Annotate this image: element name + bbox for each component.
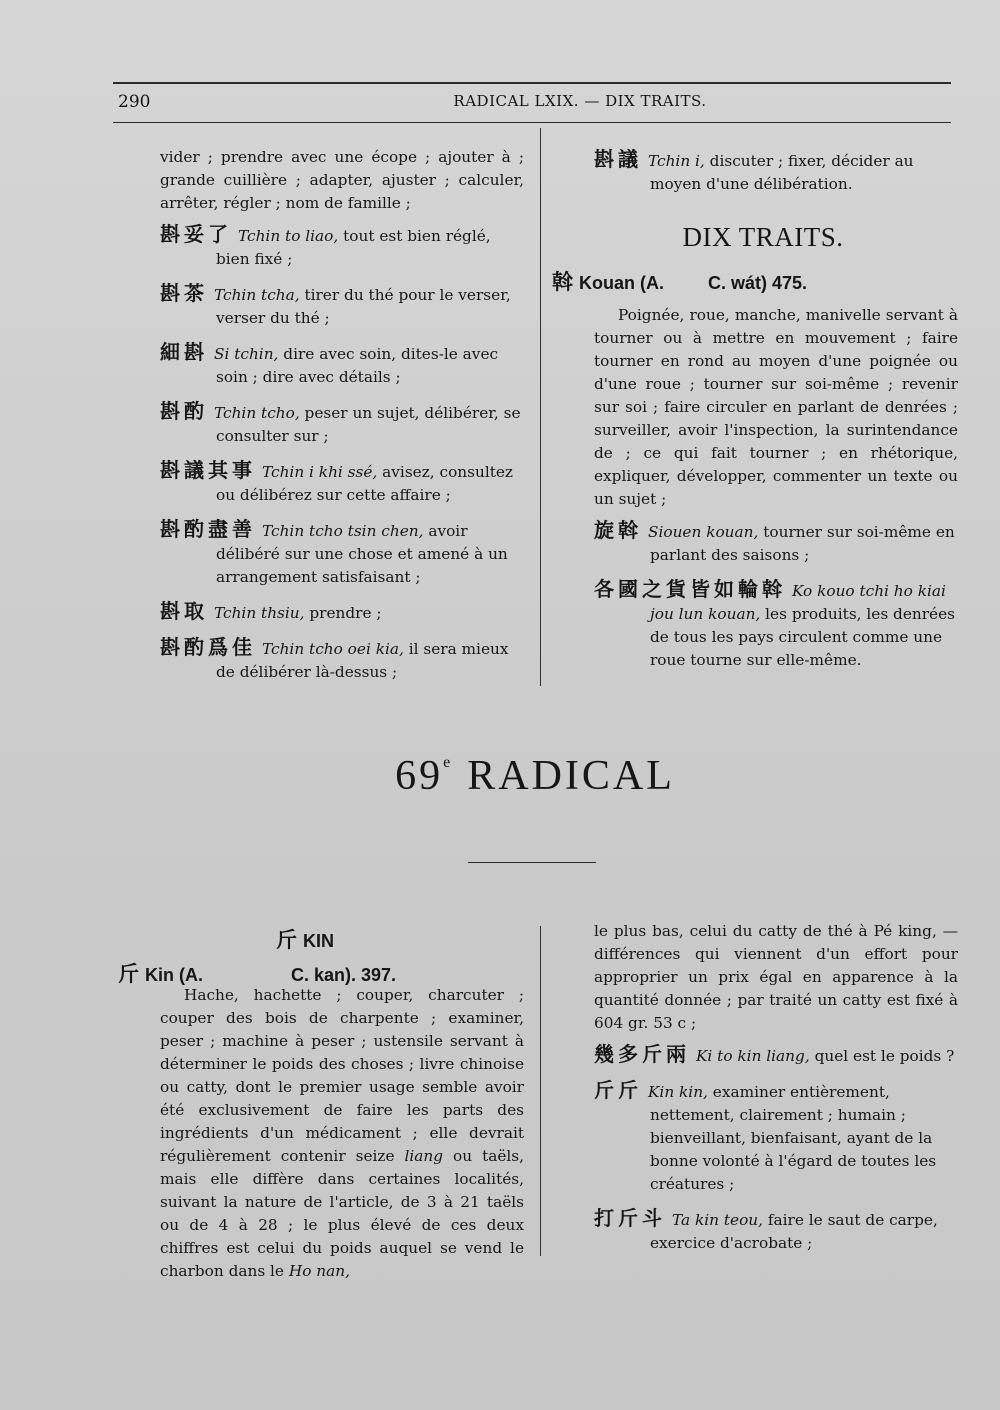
headword-kouan (552, 266, 952, 296)
dictionary-entry (594, 1207, 958, 1255)
definition-paragraph: Poignée, roue, manche, manivelle servant à tourner ou à mettre en mouvement ; faire tourner en rond au moyen d'une poignée ou d'une roue ; tourner sur soi-même ; revenir sur soi ; faire circuler en parlant de denrées ; surveiller, avoir l'inspection, la surintendance de ; ce qui fait tourner ; en rhétorique, expliquer, développer, commenter un texte ou un sujet ; (594, 306, 958, 508)
chinese-characters: 斟酌 (160, 399, 208, 423)
definition: tout est bien réglé, bien fixé ; (216, 227, 491, 268)
chinese-characters: 斤斤 (594, 1078, 642, 1102)
continuation-text: le plus bas, celui du catty de thé à Pé king, — différences qui viennent d'un effort pour approprier un prix égal en apparence à la quantité donnée ; par traité un catty est fixé à 604 gr. 53 c ; (594, 922, 958, 1032)
headword-cantonese: C. wát) 475. (708, 273, 808, 293)
definition: quel est le poids ? (809, 1047, 955, 1065)
chinese-characters: 細斟 (160, 340, 208, 364)
left-top-column (160, 146, 524, 684)
definition: examiner entièrement, nettement, clairement ; humain ; bienveillant, bienfaisant, ayant de la bonne volonté à l'égard de toutes les créatures ; (650, 1083, 937, 1193)
radical-word: RADICAL (467, 753, 675, 799)
header-rule-top (113, 82, 951, 84)
headword-text: Kouan (A. (579, 273, 664, 293)
romanization: Tchin i khi ssé, (262, 463, 378, 481)
dictionary-entry (160, 223, 524, 271)
headword-cantonese: C. kan). 397. (291, 965, 397, 985)
entry-list (160, 223, 524, 684)
headword-text: Kin (A. (145, 965, 203, 985)
definition-part: Hache, hachette ; couper, charcuter ; couper des bois de charpente ; examiner, peser ; machine à peser ; ustensile servant à déterminer le poids des choses ; livre chinoise ou catty, dont le premier usage semble avoir été exclusivement de faire les parts des ingrédients d'un médicament ; elle devrait régulièrement contenir seize (160, 986, 524, 1165)
radical-suffix: e (443, 754, 454, 771)
definition: peser un sujet, délibérer, se consulter sur ; (216, 404, 521, 445)
radical-number: 69 (395, 753, 444, 799)
chinese-characters: 斟酌盡善 (160, 517, 256, 541)
dictionary-entry (160, 459, 524, 507)
romanization: Tchin to liao, (238, 227, 339, 245)
column-divider-top (540, 128, 541, 686)
section-character: 斤 (276, 928, 297, 952)
page-number: 290 (118, 92, 151, 112)
dictionary-entry (594, 578, 958, 672)
chinese-characters: 各國之貨皆如輪斡 (594, 577, 786, 601)
chinese-characters: 斟茶 (160, 281, 208, 305)
definition: prendre ; (304, 604, 382, 622)
entry-list (594, 1043, 958, 1255)
dictionary-entry (160, 341, 524, 389)
definition: dire avec soin, dites-le avec soin ; dire avec détails ; (216, 345, 499, 386)
headword-character: 斡 (552, 270, 573, 294)
section-name: KIN (303, 931, 334, 951)
dictionary-entry (594, 148, 958, 196)
column-divider-bottom (540, 926, 541, 1256)
romanization: Siouen kouan, (648, 523, 759, 541)
chinese-characters: 斟議其事 (160, 458, 256, 482)
radical-title (300, 752, 770, 800)
romanization: Tchin tcha, (214, 286, 300, 304)
left-bottom-column (160, 984, 524, 1283)
romanization: Tchin tcho tsin chen, (262, 522, 424, 540)
right-top-definition (594, 304, 958, 672)
continuation-text: vider ; prendre avec une écope ; ajouter à ; grande cuillière ; adapter, ajuster ; calculer, arrêter, régler ; nom de famille ; (160, 148, 524, 212)
romanization: Kin kin, (648, 1083, 708, 1101)
romanization: Tchin thsiu, (214, 604, 305, 622)
definition: faire le saut de carpe, exercice d'acrobate ; (650, 1211, 938, 1252)
dictionary-entry (594, 1043, 958, 1068)
running-title: RADICAL LXIX. — DIX TRAITS. (453, 92, 707, 110)
romanization: Si tchin, (214, 345, 279, 363)
chinese-characters: 斟酌爲佳 (160, 635, 256, 659)
chinese-characters: 打斤斗 (594, 1206, 666, 1230)
headword-character: 斤 (118, 962, 139, 986)
dictionary-entry (160, 518, 524, 589)
definition: avoir délibéré sur une chose et amené à un arrangement satisfaisant ; (216, 522, 508, 586)
romanization: Tchin tcho oei kia, (262, 640, 404, 658)
entry-list (594, 519, 958, 672)
definition: il sera mieux de délibérer là-dessus ; (216, 640, 509, 681)
dictionary-entry (594, 1079, 958, 1196)
romanization: Ta kin teou, (672, 1211, 763, 1229)
definition: les produits, les denrées de tous les pays circulent comme une roue tourne sur elle-même. (650, 605, 956, 669)
definition-italic: Ho nan, (288, 1262, 350, 1280)
dictionary-entry (160, 636, 524, 684)
chinese-characters: 幾多斤兩 (594, 1042, 690, 1066)
title-rule (468, 862, 596, 863)
section-title-dix-traits: DIX TRAITS. (682, 222, 844, 252)
definition-italic: liang (404, 1147, 444, 1165)
romanization: Tchin tcho, (214, 404, 300, 422)
chinese-characters: 斟議 (594, 147, 642, 171)
romanization: Tchin i, (648, 152, 705, 170)
definition: tourner sur soi-même en parlant des saisons ; (650, 523, 955, 564)
right-top-column (594, 148, 958, 196)
right-bottom-column (594, 920, 958, 1255)
definition-part: ou taëls, mais elle diffère dans certaines localités, suivant la nature de l'article, de 3 à 21 taëls ou de 4 à 28 ; le plus élevé de ces deux chiffres est celui du poids auquel se vend le charbon dans le (160, 1147, 524, 1280)
dictionary-entry (160, 282, 524, 330)
section-title-kin (276, 924, 334, 954)
definition: avisez, consultez ou délibérez sur cette affaire ; (216, 463, 513, 504)
header-rule-bottom (113, 122, 951, 123)
definition: discuter ; fixer, décider au moyen d'une délibération. (650, 152, 914, 193)
chinese-characters: 斟取 (160, 599, 208, 623)
chinese-characters: 斟妥了 (160, 222, 232, 246)
definition-paragraph (160, 984, 524, 1283)
definition: tirer du thé pour le verser, verser du thé ; (216, 286, 511, 327)
dictionary-entry (160, 400, 524, 448)
chinese-characters: 旋斡 (594, 518, 642, 542)
dictionary-entry (160, 600, 524, 625)
romanization: Ko kouo tchi ho kiai jou lun kouan, (650, 582, 946, 623)
dictionary-entry (594, 519, 958, 567)
romanization: Ki to kin liang, (696, 1047, 810, 1065)
